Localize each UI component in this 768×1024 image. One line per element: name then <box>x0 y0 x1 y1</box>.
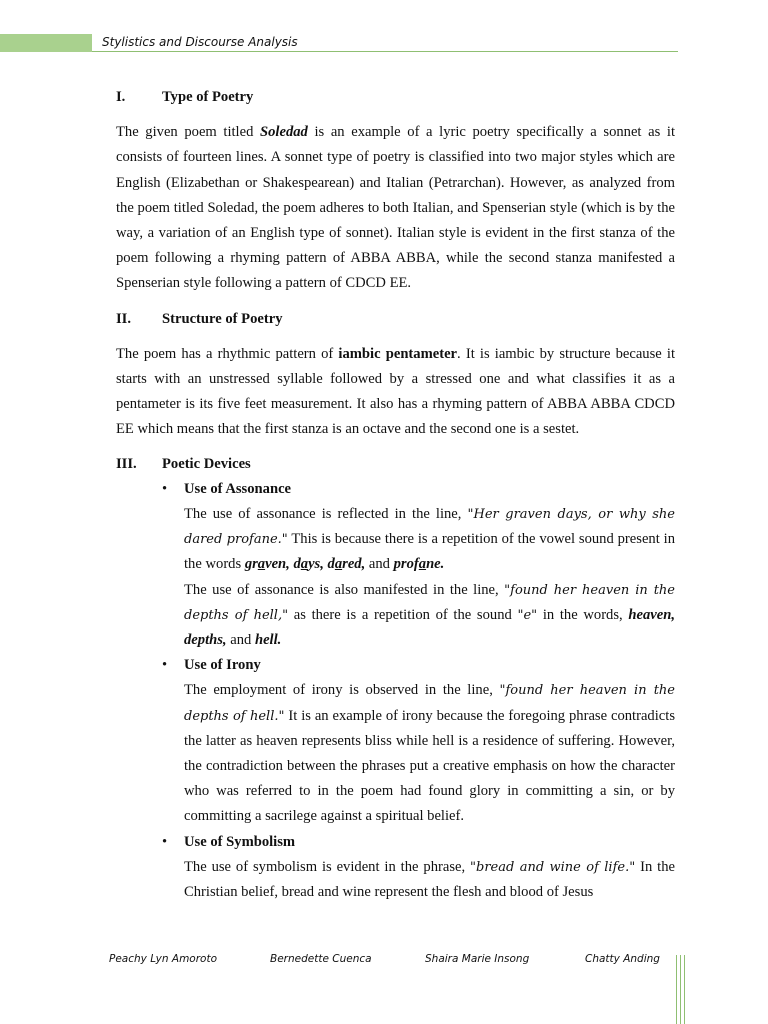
item-title: Use of Irony <box>184 657 261 674</box>
paragraph-type-of-poetry: The given poem titled Soledad is an example of a lyric poetry specifically a sonnet as it consists of fourteen lines. A sonnet type of poetry is classified into two major styles which are English (Elizabethan or Shakespearean) and Italian (Petrarchan). However, as analyzed from the poem titled Soledad, the poem adheres to both Italian, and Spenserian style (which is by the way, a variation of an English type of sonnet). Italian style is evident in the first stanza of the poem following a rhyming pattern of ABBA ABBA, while the second stanza manifested a Spenserian style following a pattern of CDCD EE. <box>116 124 675 292</box>
item-title: Use of Symbolism <box>184 833 296 850</box>
list-item-symbolism <box>162 830 675 906</box>
bullet-icon: • <box>162 480 168 497</box>
header-title: Stylistics and Discourse Analysis <box>102 35 298 49</box>
section-heading-structure-of-poetry <box>116 307 675 332</box>
footer-author: Chatty Anding <box>585 953 660 965</box>
section-title: Type of Poetry <box>162 89 254 105</box>
footer-author: Shaira Marie Insong <box>425 953 530 965</box>
section-number: II. <box>116 310 132 327</box>
paragraph-irony: The employment of irony is observed in the line, "found her heaven in the depths of hell." It is an example of irony because the foregoing phrase contradicts the latter as heaven represents bliss while hell is a residence of suffering. However, the contradiction between the phrases put a creative emphasis on how the character who was referred to in the poem had found glory in committing a sin, or by committing a sacrilege against a spiritual belief. <box>184 682 675 825</box>
poetic-devices-list <box>162 477 675 905</box>
section-number: I. <box>116 89 126 105</box>
section-heading-poetic-devices <box>116 452 675 477</box>
item-title: Use of Assonance <box>184 480 292 497</box>
bullet-icon: • <box>162 657 168 674</box>
bullet-icon: • <box>162 833 168 850</box>
footer-author: Bernedette Cuenca <box>270 953 372 965</box>
footer-author: Peachy Lyn Amoroto <box>109 953 218 965</box>
paragraph-assonance-1: The use of assonance is reflected in the line, "Her graven days, or why she dared profane." This is because there is a repetition of the vowel sound present in the words graven, days, dared, and profane. <box>184 506 675 573</box>
paragraph-assonance-2: The use of assonance is also manifested in the line, "found her heaven in the depths of hell," as there is a repetition of the sound "e" in the words, heaven, depths, and hell. <box>184 581 675 649</box>
list-item-irony <box>162 653 675 829</box>
section-number: III. <box>116 455 137 472</box>
header-rule <box>92 51 678 52</box>
paragraph-structure-of-poetry: The poem has a rhythmic pattern of iambic pentameter. It is iambic by structure because it starts with an unstressed syllable followed by a stressed one and what classifies it as a pentameter is its five feet measurement. It also has a rhyming pattern of ABBA ABBA CDCD EE which means that the first stanza is an octave and the second one is a sestet. <box>116 345 676 438</box>
header-accent-bar <box>0 34 92 52</box>
paragraph-symbolism: The use of symbolism is evident in the phrase, "bread and wine of life." In the Christian belief, bread and wine represent the flesh and blood of Jesus <box>184 858 675 901</box>
document-body <box>116 85 675 905</box>
section-title: Poetic Devices <box>162 455 251 472</box>
footer-decorative-lines <box>676 955 688 1024</box>
section-title: Structure of Poetry <box>162 310 283 327</box>
section-heading-type-of-poetry <box>116 85 675 110</box>
list-item-assonance <box>162 477 675 653</box>
